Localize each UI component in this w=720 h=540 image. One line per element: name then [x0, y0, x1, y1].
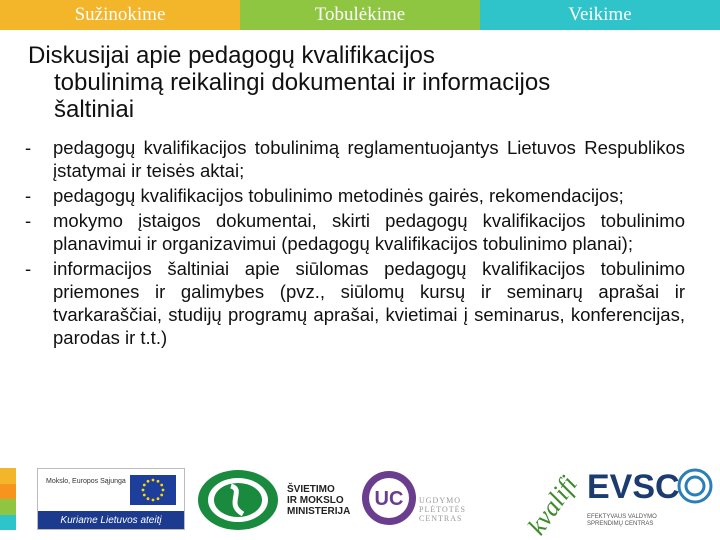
- eu-logo: [37, 468, 185, 530]
- evsc-sub-line: EFEKTYVAUS VALDYMO: [587, 514, 657, 520]
- upc-text: [419, 496, 466, 523]
- dash-bullet: -: [25, 210, 32, 231]
- smm-emblem-icon: [195, 468, 281, 537]
- upc-mark: UC: [374, 488, 404, 510]
- eu-flag-icon: [130, 475, 176, 505]
- eu-slogan: Kuriame Lietuvos ateitį: [38, 511, 184, 529]
- top-tab-bar: [0, 0, 720, 30]
- smm-text: [287, 484, 350, 517]
- decorative-stripe: [0, 468, 16, 530]
- tab-label: Veikime: [568, 4, 632, 25]
- tab-suzinokime[interactable]: [0, 0, 240, 30]
- evsc-logo: [583, 458, 711, 519]
- upc-line: CENTRAS: [419, 514, 463, 523]
- smm-line: MINISTERIJA: [287, 506, 351, 517]
- tab-label: Sužinokime: [74, 4, 166, 25]
- smm-line: ŠVIETIMO: [287, 484, 335, 495]
- tab-tobulekime[interactable]: [240, 0, 480, 30]
- list-item: [25, 209, 685, 255]
- title-line-2: tobulinimą reikalingi dokumentai ir informacijos: [54, 69, 551, 96]
- dash-bullet: -: [25, 185, 32, 206]
- smm-line: IR MOKSLO: [287, 495, 344, 506]
- list-item-text: pedagogų kvalifikacijos tobulinimo metodinės gairės, rekomendacijos;: [53, 185, 624, 206]
- dash-bullet: -: [25, 258, 32, 279]
- tab-label: Tobulėkime: [314, 4, 406, 25]
- upc-line: PLĖTOTĖS: [419, 505, 466, 514]
- evsc-sub-line: SPRENDIMŲ CENTRAS: [587, 521, 654, 527]
- kvalifi-text: kvalifi: [521, 470, 583, 540]
- eu-small-text: Mokslo, Europos Sąjunga: [46, 478, 126, 485]
- title-line-3: šaltiniai: [54, 96, 135, 123]
- upc-logo-icon: [361, 470, 417, 531]
- evsc-subtitle: [587, 514, 657, 528]
- list-item-text: informacijos šaltiniai apie siūlomas pedagogų kvalifikacijos tobulinimo priemones ir galimybes (pvz., siūlomų kursų ir seminarų aprašai ir tvarkaraščiai, studijų programų aprašai, kvietimai į seminarus, konferencijas, parodas ir t.t.): [53, 258, 685, 348]
- evsc-mark: EVSC: [587, 468, 680, 506]
- list-item: [25, 136, 685, 182]
- list-item-text: mokymo įstaigos dokumentai, skirti pedagogų kvalifikacijos tobulinimo planavimui ir organizavimui (pedagogų kvalifikacijos tobulinimo planai);: [53, 210, 685, 254]
- list-item: [25, 184, 685, 207]
- kvalifi-logo: [497, 458, 583, 540]
- bullet-list: [25, 136, 685, 351]
- slide-title: [28, 42, 680, 123]
- logo-footer: [35, 458, 715, 540]
- upc-line: UGDYMO: [419, 496, 461, 505]
- tab-veikime[interactable]: [480, 0, 720, 30]
- dash-bullet: -: [25, 137, 32, 158]
- title-line-1: Diskusijai apie pedagogų kvalifikacijos: [28, 42, 435, 69]
- list-item-text: pedagogų kvalifikacijos tobulinimą reglamentuojantys Lietuvos Respublikos įstatymai ir teisės aktai;: [53, 137, 685, 181]
- list-item: [25, 257, 685, 349]
